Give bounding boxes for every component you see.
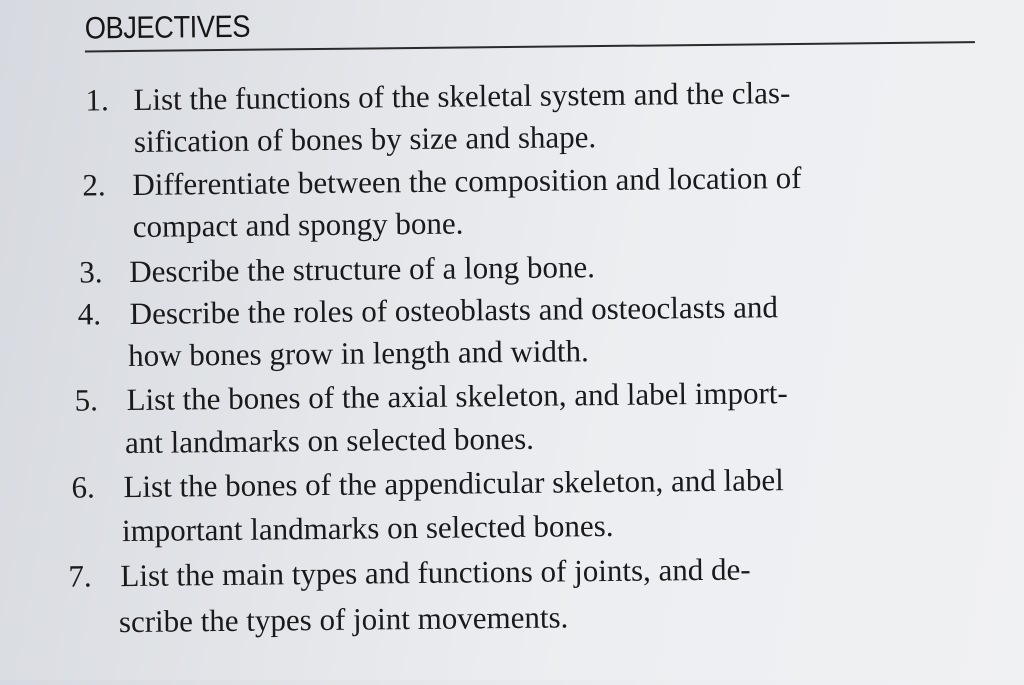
- objective-line: ant landmarks on selected bones.: [124, 420, 535, 461]
- objective-line: Differentiate between the composition and location of: [132, 159, 802, 202]
- objective-line: Describe the structure of a long bone.: [129, 249, 596, 290]
- objective-line: sification of bones by size and shape.: [133, 119, 597, 159]
- objective-line: Describe the roles of osteoblasts and osteoclasts and: [129, 289, 779, 332]
- objective-number: 1.: [85, 82, 109, 118]
- objective-number: 4.: [77, 296, 102, 332]
- objective-line: List the functions of the skeletal system and the clas-: [133, 75, 791, 117]
- objective-number: 6.: [71, 469, 95, 505]
- objective-line: List the bones of the axial skeleton, and label import-: [126, 375, 788, 418]
- objective-line: compact and spongy bone.: [132, 205, 464, 244]
- objective-number: 7.: [68, 558, 92, 594]
- objective-line: List the bones of the appendicular skeleton, and label: [123, 462, 784, 505]
- objective-line: how bones grow in length and width.: [127, 333, 589, 374]
- objective-number: 3.: [79, 254, 103, 290]
- objective-line: scribe the types of joint movements.: [118, 599, 569, 640]
- section-heading: OBJECTIVES: [84, 8, 251, 46]
- objective-line: important landmarks on selected bones.: [121, 507, 614, 549]
- objective-number: 2.: [82, 167, 106, 203]
- objective-number: 5.: [74, 382, 99, 418]
- objective-line: List the main types and functions of joints, and de-: [120, 551, 751, 594]
